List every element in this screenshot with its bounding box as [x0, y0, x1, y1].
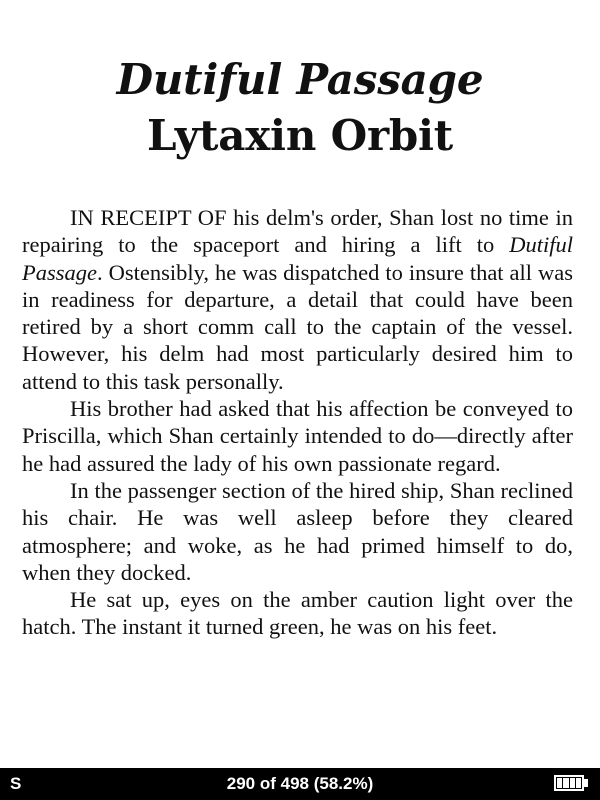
paragraph-1-text-b: . Ostensibly, he was dispatched to insure that all was in readiness for departure, a detail that could have been retired by a short comm call to the captain of the vessel. However, his delm had most particularly desired him to attend to this task personally.	[22, 259, 573, 394]
status-indicator: S	[10, 774, 22, 793]
paragraph-3: In the passenger section of the hired ship, Shan reclined his chair. He was well asleep before they cleared atmosphere; and woke, as he had primed himself to do, when they docked.	[22, 477, 573, 585]
battery-cell	[557, 778, 562, 788]
battery-tip	[584, 779, 588, 787]
battery-full-icon	[554, 775, 584, 791]
paragraph-4: He sat up, eyes on the amber caution light over the hatch. The instant it turned green, he was on his feet.	[22, 587, 573, 640]
battery-cell	[576, 778, 581, 788]
paragraph-1-text-a: IN RECEIPT OF his delm's order, Shan lost no time in repairing to the spaceport and hiring a lift to	[22, 205, 573, 258]
paragraph-1	[22, 204, 573, 395]
book-title: Dutiful Passage	[116, 55, 484, 104]
status-bar	[0, 768, 600, 800]
chapter-heading	[0, 52, 600, 164]
page-progress: 290 of 498 (58.2%)	[226, 774, 374, 793]
ship-name: Dutiful Passage	[22, 232, 573, 285]
chapter-title: Lytaxin Orbit	[146, 111, 454, 160]
paragraph-2: His brother had asked that his affection be conveyed to Priscilla, which Shan certainly intended to do—directly after he had assured the lady of his own passionate regard.	[22, 396, 573, 476]
battery-cell	[570, 778, 575, 788]
battery-cell	[563, 778, 568, 788]
book-text	[22, 204, 573, 641]
